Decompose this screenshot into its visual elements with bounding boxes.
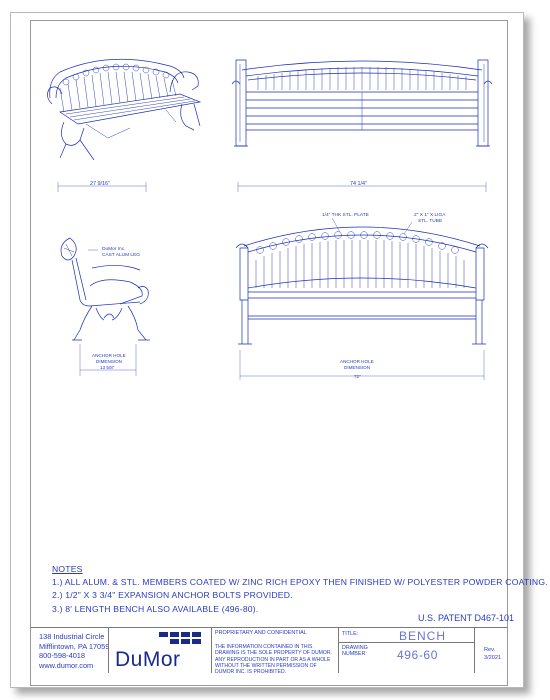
note-item: 2.) 1/2" X 3 3/4" EXPANSION ANCHOR BOLTS PROVIDED.: [52, 590, 293, 601]
bench-isometric-view: [47, 59, 200, 160]
general-notes: [52, 563, 548, 616]
svg-text:74 1/4": 74 1/4": [350, 181, 367, 187]
svg-text:DuMor Inc.: DuMor Inc.: [102, 247, 126, 252]
company-address: 138 Industrial Circle Mifflintown, PA 17059 800-598-4018 www.dumor.com: [39, 632, 110, 670]
svg-text:2" X 1" X LIGA: 2" X 1" X LIGA: [414, 213, 446, 218]
note-item: 1.) ALL ALUM. & STL. MEMBERS COATED W/ ZINC RICH EPOXY THEN FINISHED W/ POLYESTER POWDER COATING.: [52, 577, 548, 588]
bench-front-elevation: [236, 181, 488, 380]
note-item: 3.) 8' LENGTH BENCH ALSO AVAILABLE (496-80).: [52, 603, 259, 614]
drawing-number-label: DRAWING NUMBER:: [342, 645, 368, 657]
bench-side-elevation: [58, 181, 150, 376]
company-logo: DuMor: [115, 648, 181, 671]
svg-text:ANCHOR HOLE: ANCHOR HOLE: [92, 353, 126, 358]
bench-rear-elevation: [232, 60, 492, 146]
svg-text:STL. TUBE: STL. TUBE: [418, 219, 443, 224]
svg-text:72": 72": [354, 374, 361, 379]
svg-text:27 9/16": 27 9/16": [90, 181, 110, 187]
proprietary-title: PROPRIETARY AND CONFIDENTIAL: [215, 630, 307, 636]
notes-heading: NOTES: [52, 564, 83, 574]
svg-text:DIMENSION: DIMENSION: [96, 359, 123, 364]
drawing-title: BENCH: [399, 629, 447, 643]
drawing-number: 496-60: [397, 648, 438, 662]
title-label: TITLE:: [342, 631, 359, 637]
patent-number: U.S. PATENT D467-101: [417, 613, 514, 623]
svg-text:DIMENSION: DIMENSION: [344, 365, 371, 370]
svg-text:13 5/8": 13 5/8": [100, 365, 115, 370]
svg-text:ANCHOR HOLE: ANCHOR HOLE: [340, 359, 374, 364]
revision: Rev. 3/2021: [484, 647, 502, 661]
title-block: [31, 627, 507, 676]
proprietary-text: THE INFORMATION CONTAINED IN THIS DRAWING IS THE SOLE PROPERTY OF DUMOR. ANY REPRODUCTION IN PART OR AS A WHOLE WITHOUT THE WRITTEN PERMISSION OF DUMOR INC. IS PROHIBITED.: [215, 644, 332, 676]
svg-text:CAST ALUM LEG: CAST ALUM LEG: [102, 253, 141, 258]
svg-text:1/4" THK STL. PLATE: 1/4" THK STL. PLATE: [322, 213, 369, 218]
